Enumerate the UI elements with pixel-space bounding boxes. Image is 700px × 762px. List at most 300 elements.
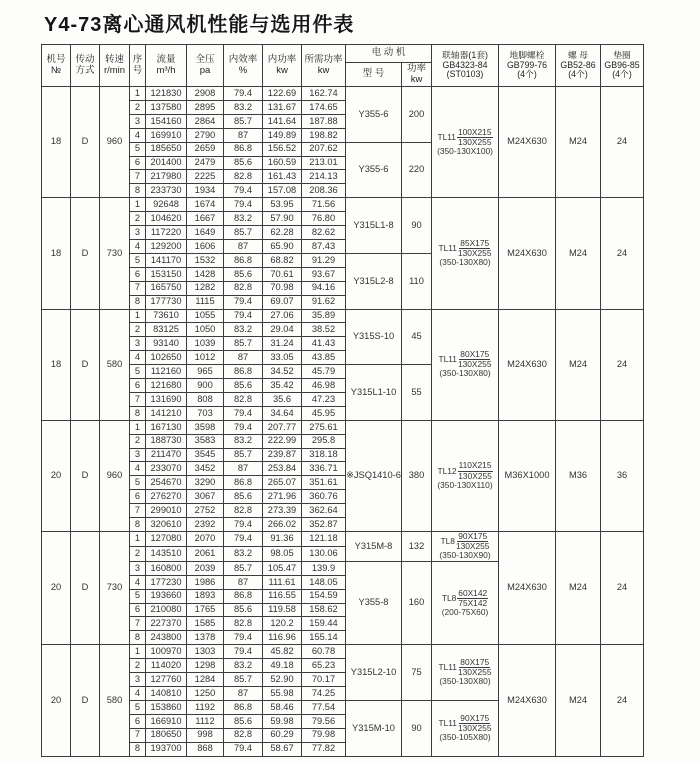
header-washer: 垫圈 GB96-85 (4个) <box>601 45 644 87</box>
cell-nut: M24 <box>556 532 601 645</box>
cell-pressure: 1649 <box>187 226 224 240</box>
cell-efficiency: 85.6 <box>224 379 263 393</box>
cell-seq: 3 <box>130 448 146 462</box>
header-efficiency: 内效率 % <box>224 45 263 87</box>
cell-seq: 7 <box>130 728 146 742</box>
cell-seq: 7 <box>130 617 146 631</box>
cell-internal-power: 52.90 <box>263 673 302 687</box>
cell-flow: 217980 <box>146 170 187 184</box>
cell-pressure: 965 <box>187 365 224 379</box>
cell-efficiency: 79.4 <box>224 532 263 547</box>
cell-internal-power: 34.64 <box>263 406 302 420</box>
cell-required-power: 360.76 <box>302 490 346 504</box>
cell-pressure: 2061 <box>187 546 224 561</box>
cell-internal-power: 91.36 <box>263 532 302 547</box>
cell-fan-no: 18 <box>42 87 71 198</box>
cell-pressure: 2659 <box>187 142 224 156</box>
cell-internal-power: 34.52 <box>263 365 302 379</box>
cell-required-power: 174.65 <box>302 100 346 114</box>
cell-motor-model: Y315L1-10 <box>346 365 402 421</box>
cell-required-power: 74.25 <box>302 686 346 700</box>
cell-efficiency: 82.8 <box>224 728 263 742</box>
cell-efficiency: 79.4 <box>224 631 263 645</box>
cell-seq: 7 <box>130 281 146 295</box>
cell-efficiency: 87 <box>224 239 263 253</box>
cell-flow: 233730 <box>146 184 187 198</box>
cell-seq: 1 <box>130 87 146 101</box>
cell-fan-no: 20 <box>42 532 71 645</box>
cell-flow: 180650 <box>146 728 187 742</box>
cell-efficiency: 85.7 <box>224 561 263 575</box>
cell-flow: 320610 <box>146 518 187 532</box>
cell-seq: 8 <box>130 631 146 645</box>
cell-required-power: 351.61 <box>302 476 346 490</box>
cell-speed: 580 <box>100 309 130 420</box>
coupling-model: TL8 <box>440 536 455 547</box>
cell-drive: D <box>71 87 100 198</box>
cell-flow: 114020 <box>146 659 187 673</box>
cell-pressure: 2908 <box>187 87 224 101</box>
cell-flow: 169910 <box>146 128 187 142</box>
cell-internal-power: 31.24 <box>263 337 302 351</box>
cell-efficiency: 86.8 <box>224 142 263 156</box>
cell-efficiency: 83.2 <box>224 323 263 337</box>
header-flow: 流量 m³/h <box>146 45 187 87</box>
cell-efficiency: 83.2 <box>224 100 263 114</box>
cell-internal-power: 122.69 <box>263 87 302 101</box>
cell-flow: 165750 <box>146 281 187 295</box>
coupling-note: (350-130X100) <box>437 145 493 156</box>
coupling-note: (200-75X60) <box>441 606 489 617</box>
header-drive: 传动 方式 <box>71 45 100 87</box>
cell-seq: 5 <box>130 253 146 267</box>
cell-seq: 5 <box>130 365 146 379</box>
cell-required-power: 70.17 <box>302 673 346 687</box>
cell-internal-power: 273.39 <box>263 504 302 518</box>
cell-coupling <box>432 309 499 420</box>
cell-pressure: 1012 <box>187 351 224 365</box>
cell-pressure: 3545 <box>187 448 224 462</box>
cell-required-power: 159.44 <box>302 617 346 631</box>
coupling-model: TL12 <box>437 465 457 476</box>
fan-spec-table <box>41 44 644 757</box>
table-header <box>42 45 644 87</box>
cell-pressure: 1934 <box>187 184 224 198</box>
cell-motor-power: 75 <box>402 645 432 701</box>
cell-required-power: 158.62 <box>302 603 346 617</box>
cell-internal-power: 70.61 <box>263 267 302 281</box>
cell-seq: 3 <box>130 226 146 240</box>
coupling-note: (350-130X90) <box>439 550 491 561</box>
cell-internal-power: 149.89 <box>263 128 302 142</box>
coupling-model: TL11 <box>438 662 457 673</box>
cell-efficiency: 83.2 <box>224 659 263 673</box>
coupling-note: (350-130X80) <box>439 676 491 687</box>
cell-pressure: 1606 <box>187 239 224 253</box>
cell-efficiency: 82.8 <box>224 504 263 518</box>
cell-internal-power: 119.58 <box>263 603 302 617</box>
cell-pressure: 2790 <box>187 128 224 142</box>
cell-seq: 8 <box>130 518 146 532</box>
cell-seq: 5 <box>130 589 146 603</box>
cell-pressure: 2392 <box>187 518 224 532</box>
coupling-spec <box>432 589 498 618</box>
cell-anchor-bolt: M24X630 <box>499 198 556 309</box>
cell-required-power: 38.52 <box>302 323 346 337</box>
cell-pressure: 1986 <box>187 575 224 589</box>
cell-internal-power: 55.98 <box>263 686 302 700</box>
cell-motor-model: Y315L2-8 <box>346 253 402 309</box>
cell-efficiency: 79.4 <box>224 420 263 434</box>
cell-seq: 4 <box>130 351 146 365</box>
cell-efficiency: 85.7 <box>224 673 263 687</box>
cell-efficiency: 85.7 <box>224 337 263 351</box>
cell-efficiency: 79.4 <box>224 645 263 659</box>
cell-seq: 1 <box>130 645 146 659</box>
coupling-model: TL11 <box>438 717 457 728</box>
cell-pressure: 900 <box>187 379 224 393</box>
header-motor-group: 电 动 机 <box>346 45 432 63</box>
cell-required-power: 76.80 <box>302 212 346 226</box>
header-nut: 螺 母 GB52-86 (4个) <box>556 45 601 87</box>
data-row <box>42 645 644 659</box>
cell-efficiency: 85.6 <box>224 714 263 728</box>
cell-pressure: 1284 <box>187 673 224 687</box>
coupling-spec <box>432 239 498 268</box>
coupling-size-fraction: $\frac{80X175}{130X255}$ <box>457 657 492 678</box>
cell-flow: 153150 <box>146 267 187 281</box>
cell-seq: 4 <box>130 239 146 253</box>
cell-speed: 960 <box>100 420 130 531</box>
cell-flow: 299010 <box>146 504 187 518</box>
cell-pressure: 1282 <box>187 281 224 295</box>
cell-flow: 167130 <box>146 420 187 434</box>
cell-internal-power: 161.43 <box>263 170 302 184</box>
cell-seq: 7 <box>130 170 146 184</box>
cell-internal-power: 253.84 <box>263 462 302 476</box>
cell-anchor-bolt: M24X630 <box>499 309 556 420</box>
cell-required-power: 71.56 <box>302 198 346 212</box>
cell-internal-power: 160.59 <box>263 156 302 170</box>
coupling-note: (350-130X80) <box>439 368 491 379</box>
cell-internal-power: 70.98 <box>263 281 302 295</box>
header-seq: 序 号 <box>130 45 146 87</box>
coupling-model: TL11 <box>438 354 457 365</box>
cell-seq: 6 <box>130 379 146 393</box>
cell-efficiency: 87 <box>224 575 263 589</box>
cell-anchor-bolt: M36X1000 <box>499 420 556 531</box>
cell-flow: 193700 <box>146 742 187 756</box>
cell-nut: M24 <box>556 198 601 309</box>
cell-required-power: 65.23 <box>302 659 346 673</box>
cell-internal-power: 141.64 <box>263 114 302 128</box>
cell-pressure: 3452 <box>187 462 224 476</box>
coupling-spec <box>432 128 498 157</box>
cell-motor-power: 90 <box>402 700 432 756</box>
cell-pressure: 1674 <box>187 198 224 212</box>
cell-pressure: 1765 <box>187 603 224 617</box>
cell-required-power: 45.95 <box>302 406 346 420</box>
cell-drive: D <box>71 198 100 309</box>
cell-washer: 24 <box>601 645 644 756</box>
cell-motor-power: 160 <box>402 561 432 644</box>
cell-motor-power: 55 <box>402 365 432 421</box>
cell-flow: 102650 <box>146 351 187 365</box>
cell-flow: 141210 <box>146 406 187 420</box>
cell-flow: 92648 <box>146 198 187 212</box>
coupling-size-fraction: $\frac{85X175}{130X255}$ <box>457 237 492 259</box>
cell-fan-no: 18 <box>42 198 71 309</box>
header-speed: 转速 r/min <box>100 45 130 87</box>
cell-efficiency: 79.4 <box>224 406 263 420</box>
cell-flow: 211470 <box>146 448 187 462</box>
cell-efficiency: 79.4 <box>224 309 263 323</box>
cell-motor-model: Y355-8 <box>346 561 402 644</box>
cell-seq: 3 <box>130 114 146 128</box>
cell-seq: 4 <box>130 128 146 142</box>
cell-flow: 154160 <box>146 114 187 128</box>
cell-drive: D <box>71 532 100 645</box>
cell-seq: 7 <box>130 504 146 518</box>
cell-internal-power: 239.87 <box>263 448 302 462</box>
cell-flow: 254670 <box>146 476 187 490</box>
coupling-model: TL11 <box>437 131 456 142</box>
cell-motor-power: 200 <box>402 87 432 143</box>
cell-pressure: 1298 <box>187 659 224 673</box>
cell-flow: 104620 <box>146 212 187 226</box>
cell-flow: 137580 <box>146 100 187 114</box>
cell-flow: 129200 <box>146 239 187 253</box>
cell-washer: 24 <box>601 309 644 420</box>
cell-seq: 8 <box>130 184 146 198</box>
cell-required-power: 139.9 <box>302 561 346 575</box>
cell-required-power: 121.18 <box>302 532 346 547</box>
cell-seq: 5 <box>130 700 146 714</box>
cell-drive: D <box>71 645 100 756</box>
cell-flow: 177230 <box>146 575 187 589</box>
cell-flow: 227370 <box>146 617 187 631</box>
coupling-size-fraction: $\frac{90X175}{130X255}$ <box>455 531 490 552</box>
cell-internal-power: 59.98 <box>263 714 302 728</box>
cell-seq: 3 <box>130 561 146 575</box>
header-internal-power: 内功率 kw <box>263 45 302 87</box>
cell-internal-power: 35.6 <box>263 392 302 406</box>
cell-pressure: 2070 <box>187 532 224 547</box>
cell-required-power: 79.98 <box>302 728 346 742</box>
cell-internal-power: 157.08 <box>263 184 302 198</box>
cell-drive: D <box>71 420 100 531</box>
cell-required-power: 94.16 <box>302 281 346 295</box>
cell-internal-power: 265.07 <box>263 476 302 490</box>
cell-required-power: 77.82 <box>302 742 346 756</box>
cell-pressure: 998 <box>187 728 224 742</box>
cell-motor-power: 45 <box>402 309 432 365</box>
cell-pressure: 2039 <box>187 561 224 575</box>
cell-seq: 1 <box>130 420 146 434</box>
cell-anchor-bolt: M24X630 <box>499 532 556 645</box>
cell-seq: 1 <box>130 309 146 323</box>
cell-efficiency: 82.8 <box>224 281 263 295</box>
header-motor-model: 型 号 <box>346 63 402 87</box>
cell-seq: 2 <box>130 212 146 226</box>
coupling-size-fraction: $\frac{60X142}{75X142}$ <box>458 587 488 608</box>
cell-seq: 8 <box>130 406 146 420</box>
coupling-spec <box>432 658 498 687</box>
cell-internal-power: 266.02 <box>263 518 302 532</box>
cell-internal-power: 69.07 <box>263 295 302 309</box>
data-row <box>42 87 644 101</box>
cell-pressure: 703 <box>187 406 224 420</box>
cell-internal-power: 98.05 <box>263 546 302 561</box>
cell-efficiency: 85.7 <box>224 114 263 128</box>
cell-required-power: 47.23 <box>302 392 346 406</box>
cell-pressure: 2225 <box>187 170 224 184</box>
cell-efficiency: 87 <box>224 686 263 700</box>
cell-pressure: 3583 <box>187 434 224 448</box>
cell-seq: 1 <box>130 198 146 212</box>
cell-seq: 4 <box>130 686 146 700</box>
cell-flow: 141170 <box>146 253 187 267</box>
cell-efficiency: 79.4 <box>224 518 263 532</box>
cell-required-power: 41.43 <box>302 337 346 351</box>
cell-flow: 188730 <box>146 434 187 448</box>
cell-required-power: 60.78 <box>302 645 346 659</box>
cell-required-power: 91.29 <box>302 253 346 267</box>
cell-efficiency: 82.8 <box>224 617 263 631</box>
cell-required-power: 130.06 <box>302 546 346 561</box>
cell-seq: 6 <box>130 714 146 728</box>
cell-required-power: 154.59 <box>302 589 346 603</box>
cell-pressure: 1250 <box>187 686 224 700</box>
cell-motor-power: 380 <box>402 420 432 531</box>
cell-seq: 8 <box>130 742 146 756</box>
cell-coupling <box>432 532 499 562</box>
coupling-note: (350-130X110) <box>437 479 493 490</box>
cell-internal-power: 49.18 <box>263 659 302 673</box>
coupling-size-fraction: $\frac{90X175}{130X255}$ <box>457 712 492 733</box>
cell-seq: 3 <box>130 673 146 687</box>
cell-motor-power: 90 <box>402 198 432 254</box>
cell-required-power: 45.79 <box>302 365 346 379</box>
cell-seq: 6 <box>130 156 146 170</box>
cell-internal-power: 62.28 <box>263 226 302 240</box>
table-body <box>42 87 644 757</box>
cell-seq: 3 <box>130 337 146 351</box>
cell-flow: 160800 <box>146 561 187 575</box>
cell-coupling <box>432 700 499 756</box>
header-required-power: 所需功率 kw <box>302 45 346 87</box>
cell-motor-model: Y315L2-10 <box>346 645 402 701</box>
cell-flow: 233070 <box>146 462 187 476</box>
cell-seq: 7 <box>130 392 146 406</box>
cell-efficiency: 79.4 <box>224 295 263 309</box>
coupling-model: TL8 <box>441 592 457 603</box>
cell-required-power: 77.54 <box>302 700 346 714</box>
cell-required-power: 87.43 <box>302 239 346 253</box>
coupling-spec <box>432 350 498 379</box>
cell-flow: 140810 <box>146 686 187 700</box>
cell-required-power: 93.67 <box>302 267 346 281</box>
cell-motor-power: 220 <box>402 142 432 198</box>
cell-efficiency: 87 <box>224 128 263 142</box>
cell-required-power: 336.71 <box>302 462 346 476</box>
cell-internal-power: 53.95 <box>263 198 302 212</box>
cell-motor-model: Y355-6 <box>346 142 402 198</box>
cell-efficiency: 86.8 <box>224 476 263 490</box>
cell-efficiency: 86.8 <box>224 253 263 267</box>
cell-motor-model: Y315S-10 <box>346 309 402 365</box>
cell-efficiency: 79.4 <box>224 184 263 198</box>
cell-motor-power: 110 <box>402 253 432 309</box>
cell-nut: M24 <box>556 309 601 420</box>
cell-anchor-bolt: M24X630 <box>499 87 556 198</box>
cell-flow: 243800 <box>146 631 187 645</box>
cell-motor-power: 132 <box>402 532 432 562</box>
cell-required-power: 208.36 <box>302 184 346 198</box>
cell-speed: 730 <box>100 532 130 645</box>
cell-efficiency: 86.8 <box>224 700 263 714</box>
cell-efficiency: 85.6 <box>224 156 263 170</box>
cell-speed: 960 <box>100 87 130 198</box>
cell-internal-power: 45.82 <box>263 645 302 659</box>
cell-washer: 24 <box>601 532 644 645</box>
header-pressure: 全压 pa <box>187 45 224 87</box>
cell-seq: 2 <box>130 546 146 561</box>
data-row <box>42 309 644 323</box>
cell-required-power: 207.62 <box>302 142 346 156</box>
cell-pressure: 1428 <box>187 267 224 281</box>
cell-required-power: 79.56 <box>302 714 346 728</box>
cell-internal-power: 207.77 <box>263 420 302 434</box>
cell-internal-power: 57.90 <box>263 212 302 226</box>
cell-pressure: 2479 <box>187 156 224 170</box>
cell-seq: 1 <box>130 532 146 547</box>
cell-fan-no: 20 <box>42 645 71 756</box>
cell-efficiency: 83.2 <box>224 434 263 448</box>
cell-efficiency: 85.7 <box>224 448 263 462</box>
cell-efficiency: 83.2 <box>224 212 263 226</box>
cell-coupling <box>432 198 499 309</box>
cell-pressure: 1893 <box>187 589 224 603</box>
cell-washer: 24 <box>601 87 644 198</box>
cell-efficiency: 82.8 <box>224 392 263 406</box>
page-title: Y4-73离心通风机性能与选用件表 <box>44 14 355 36</box>
cell-efficiency: 83.2 <box>224 546 263 561</box>
cell-efficiency: 79.4 <box>224 198 263 212</box>
cell-required-power: 148.05 <box>302 575 346 589</box>
cell-pressure: 2864 <box>187 114 224 128</box>
cell-internal-power: 271.96 <box>263 490 302 504</box>
cell-efficiency: 79.4 <box>224 87 263 101</box>
cell-nut: M24 <box>556 645 601 756</box>
cell-pressure: 1378 <box>187 631 224 645</box>
cell-flow: 117220 <box>146 226 187 240</box>
cell-flow: 276270 <box>146 490 187 504</box>
cell-flow: 153860 <box>146 700 187 714</box>
cell-pressure: 808 <box>187 392 224 406</box>
header-coupling: 联轴器(1套) GB4323-84 (ST0103) <box>432 45 499 87</box>
coupling-size-fraction: $\frac{110X215}{130X255}$ <box>458 460 492 481</box>
data-row <box>42 198 644 212</box>
cell-seq: 2 <box>130 323 146 337</box>
cell-motor-model: Y315M-10 <box>346 700 402 756</box>
cell-required-power: 213.01 <box>302 156 346 170</box>
cell-coupling <box>432 561 499 644</box>
coupling-size-fraction: $\frac{100X215}{130X255}$ <box>457 126 492 147</box>
cell-pressure: 1585 <box>187 617 224 631</box>
cell-flow: 177730 <box>146 295 187 309</box>
cell-internal-power: 65.90 <box>263 239 302 253</box>
